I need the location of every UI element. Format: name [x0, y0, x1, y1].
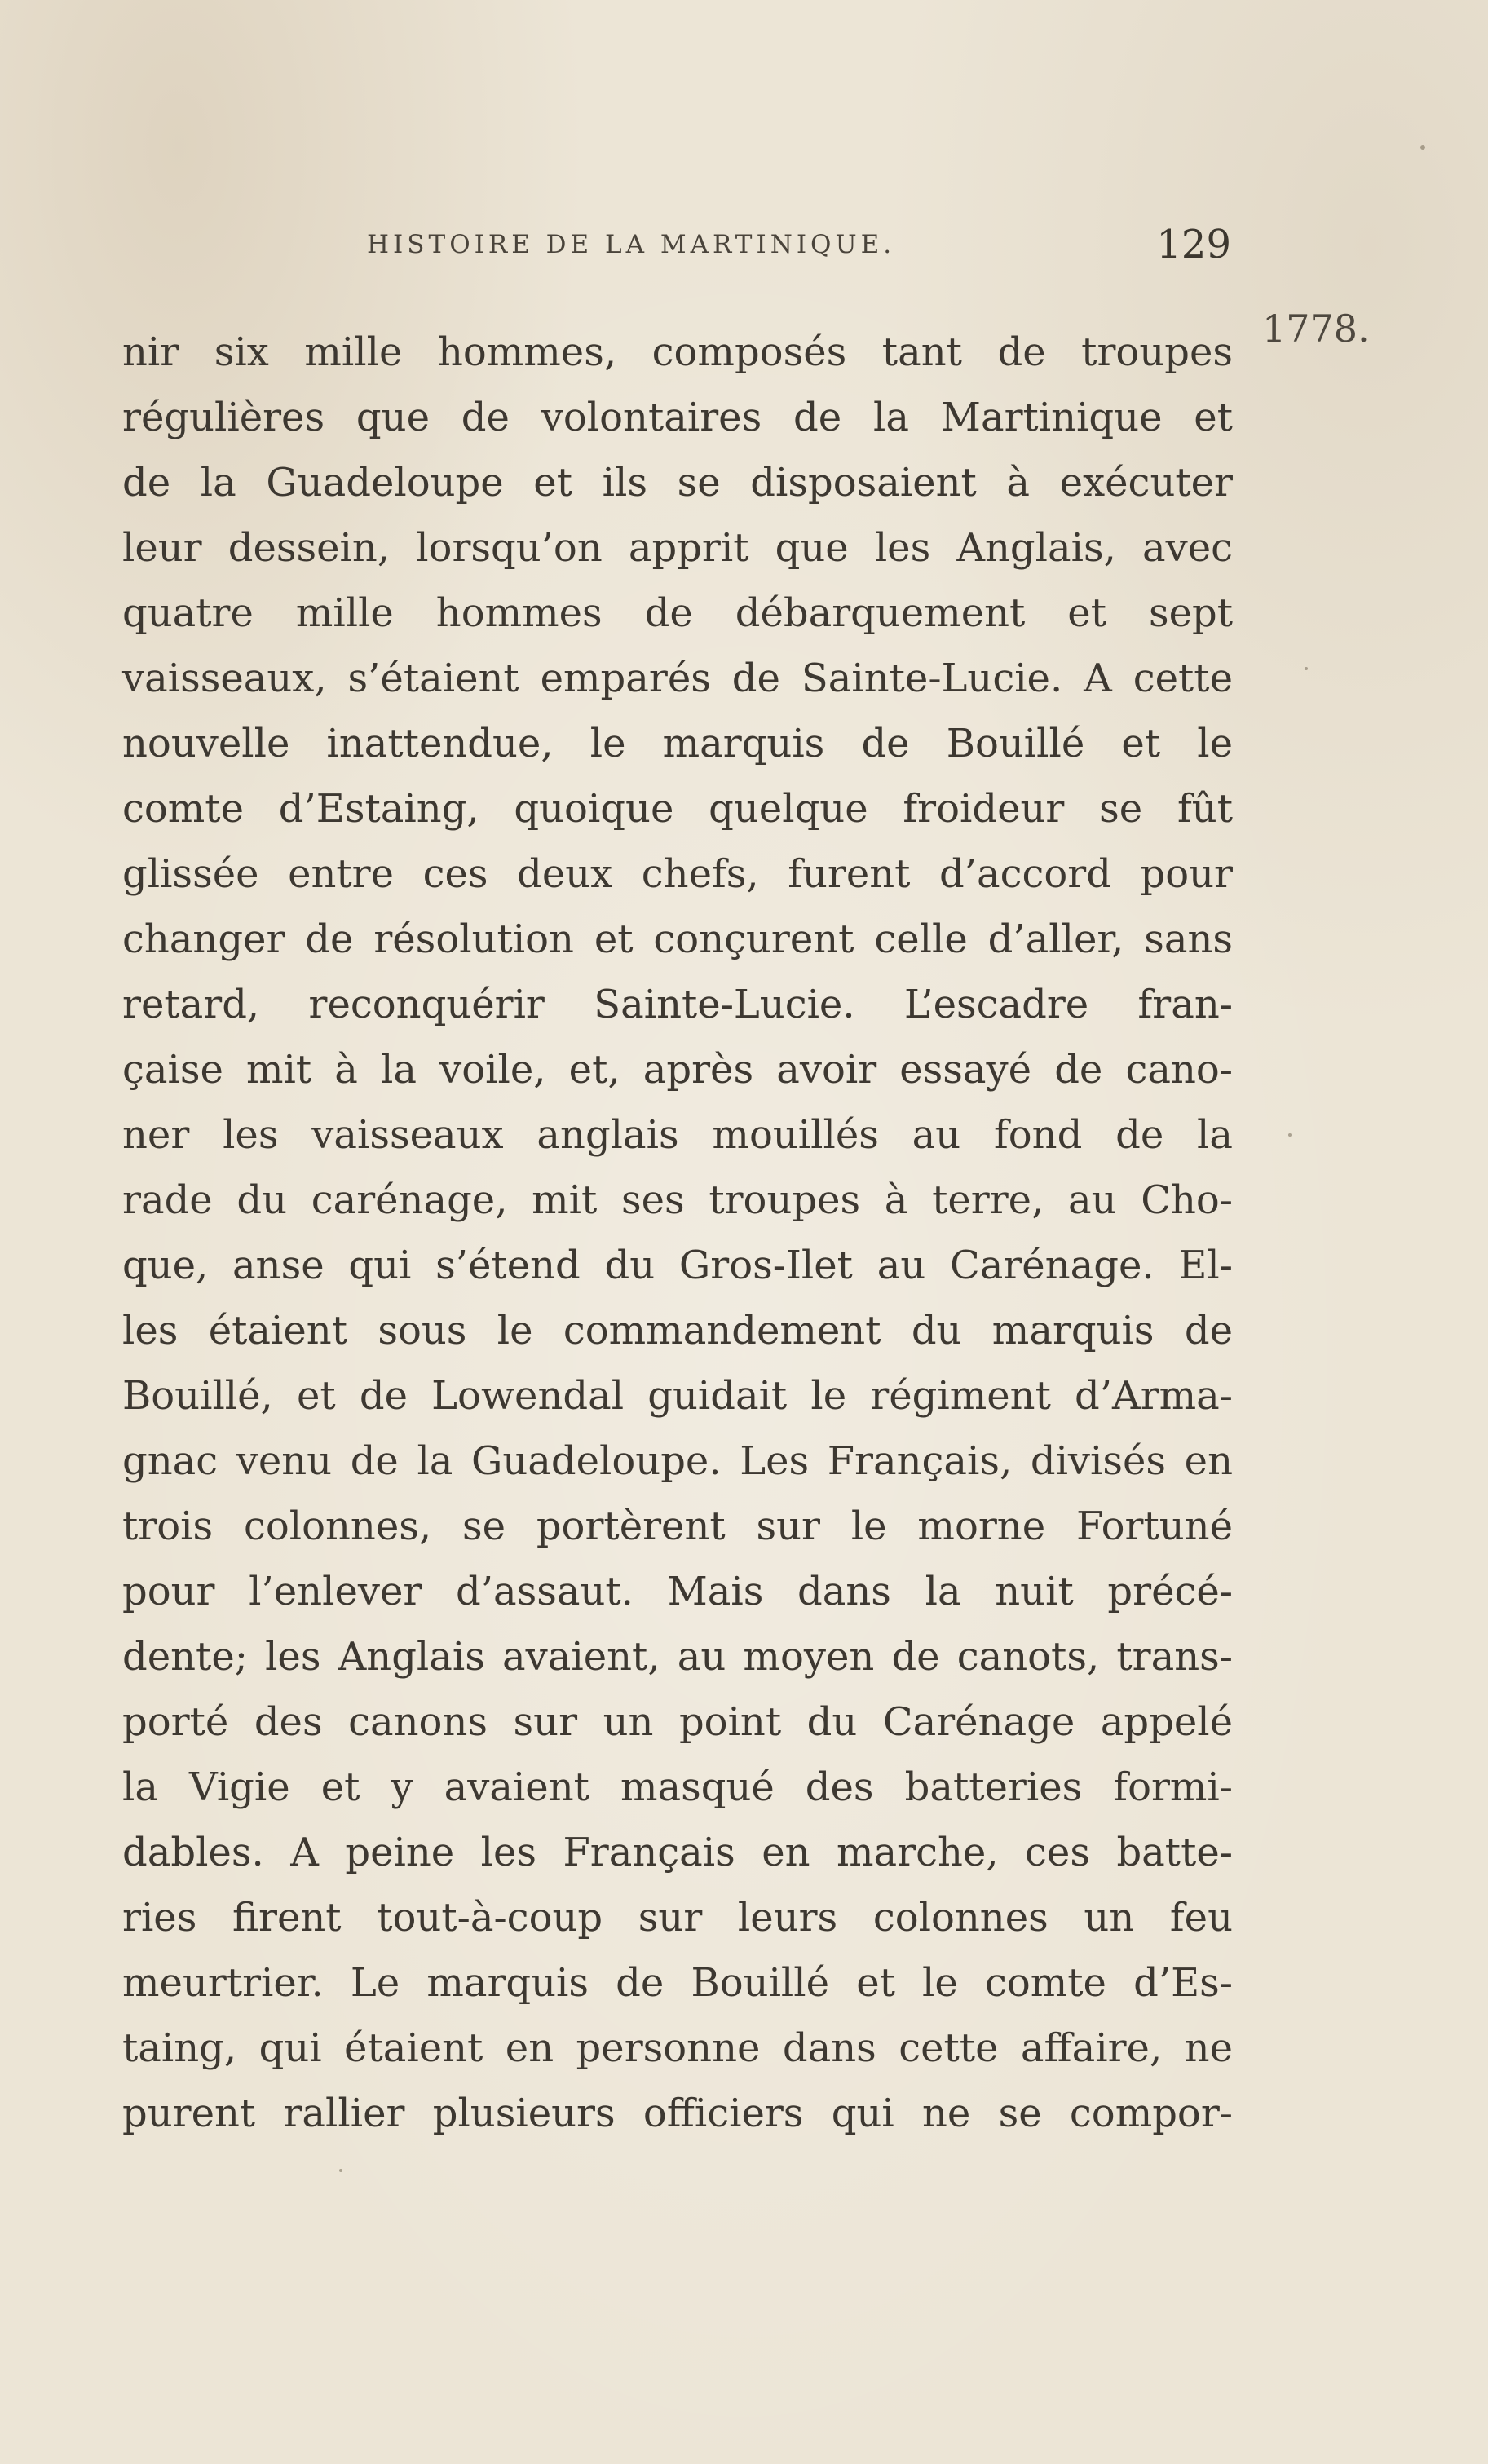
text-line: Bouillé, et de Lowendal guidait le régiment d’Arma- [122, 1373, 1233, 1419]
paper-speck [1420, 145, 1425, 150]
text-line: trois colonnes, se portèrent sur le morne Fortuné [122, 1504, 1233, 1549]
text-line: les étaient sous le commandement du marquis de [122, 1308, 1233, 1353]
text-line: leur dessein, lorsqu’on apprit que les Anglais, avec [122, 525, 1233, 571]
running-head [122, 222, 1231, 279]
paper-speck [339, 2169, 342, 2172]
body-text [122, 320, 1233, 2146]
text-line: glissée entre ces deux chefs, furent d’accord pour [122, 851, 1233, 897]
text-line: changer de résolution et conçurent celle d’aller, sans [122, 916, 1233, 962]
paper-speck [1305, 667, 1308, 670]
text-line: de la Guadeloupe et ils se disposaient à exécuter [122, 460, 1233, 506]
text-line: çaise mit à la voile, et, après avoir essayé de cano- [122, 1047, 1233, 1093]
text-line: taing, qui étaient en personne dans cette affaire, ne [122, 2025, 1233, 2071]
text-line: quatre mille hommes de débarquement et sept [122, 590, 1233, 636]
text-line: gnac venu de la Guadeloupe. Les Français, divisés en [122, 1438, 1233, 1484]
text-line: purent rallier plusieurs officiers qui ne se compor- [122, 2091, 1233, 2136]
text-line: ner les vaisseaux anglais mouillés au fond de la [122, 1112, 1233, 1158]
page-number: 129 [1156, 222, 1231, 267]
text-line: pour l’enlever d’assaut. Mais dans la nuit précé- [122, 1569, 1233, 1614]
text-line: comte d’Estaing, quoique quelque froideur se fût [122, 786, 1233, 832]
text-line: retard, reconquérir Sainte-Lucie. L’escadre fran- [122, 982, 1233, 1027]
text-line: dables. A peine les Français en marche, ces batte- [122, 1830, 1233, 1875]
text-line: ries firent tout-à-coup sur leurs colonnes un feu [122, 1895, 1233, 1941]
paper-speck [1288, 1133, 1292, 1137]
text-line: meurtrier. Le marquis de Bouillé et le comte d’Es- [122, 1960, 1233, 2006]
text-line: rade du carénage, mit ses troupes à terre, au Cho- [122, 1177, 1233, 1223]
text-line: que, anse qui s’étend du Gros-Ilet au Carénage. El- [122, 1243, 1233, 1288]
text-line: porté des canons sur un point du Carénage appelé [122, 1699, 1233, 1745]
margin-year-note: 1778. [1262, 307, 1370, 351]
text-line: régulières que de volontaires de la Martinique et [122, 395, 1233, 440]
text-line: nouvelle inattendue, le marquis de Bouillé et le [122, 721, 1233, 766]
text-line: vaisseaux, s’étaient emparés de Sainte-Lucie. A cette [122, 656, 1233, 701]
text-line: nir six mille hommes, composés tant de troupes [122, 329, 1233, 375]
text-line: dente; les Anglais avaient, au moyen de canots, trans- [122, 1634, 1233, 1680]
text-line: la Vigie et y avaient masqué des batteries formi- [122, 1764, 1233, 1810]
running-title: HISTOIRE DE LA MARTINIQUE. [367, 230, 896, 259]
